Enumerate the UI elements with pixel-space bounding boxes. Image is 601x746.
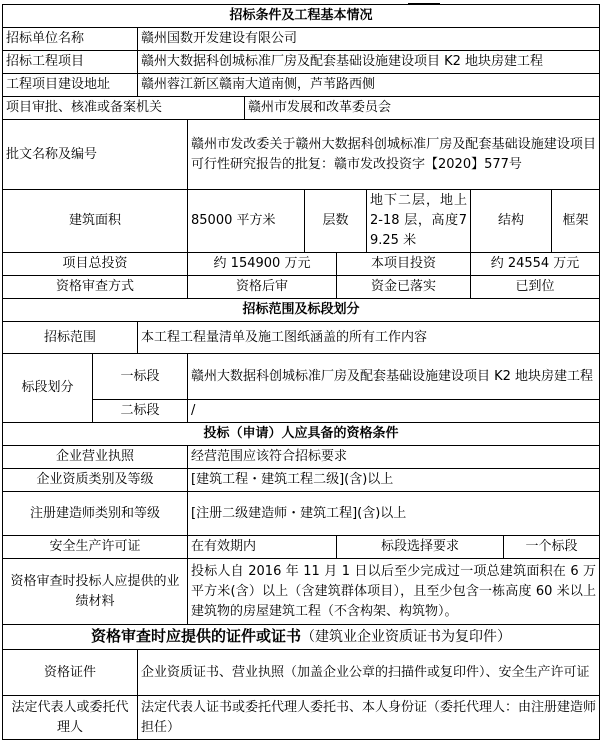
total-investment-label: 项目总投资 (3, 253, 188, 276)
safety-permit-value: 在有效期内 (188, 536, 337, 559)
cert-note: （建筑业企业资质证书为复印件） (301, 629, 512, 645)
total-investment-value: 约 154900 万元 (188, 253, 337, 276)
approval-org-value: 赣州市发展和改革委员会 (245, 97, 600, 120)
builder-value: [注册二级建造师・建筑工程](含)以上 (188, 492, 600, 536)
lot1-label: 一标段 (93, 354, 188, 400)
lot2-label: 二标段 (93, 400, 188, 423)
approval-doc-value: 赣州市发改委关于赣州大数据科创城标准厂房及配套基础设施建设项目可行性研究报告的批复：赣市发改投资字【2020】577号 (188, 120, 600, 190)
grade-label: 企业资质类别及等级 (3, 469, 188, 492)
license-label: 企业营业执照 (3, 446, 188, 469)
scope-range-value: 本工程工程量清单及施工图纸涵盖的所有工作内容 (138, 322, 600, 354)
license-value: 经营范围应该符合招标要求 (188, 446, 600, 469)
project-value: 赣州大数据科创城标准厂房及配套基础设施建设项目 K2 地块房建工程 (138, 51, 600, 74)
funds-value: 已到位 (471, 276, 600, 299)
structure-value: 框架 (552, 190, 600, 253)
bid-investment-label: 本项目投资 (337, 253, 471, 276)
lot-division-label: 标段划分 (3, 354, 93, 423)
section-title-certificates (3, 625, 600, 650)
qual-cert-value: 企业资质证书、营业执照（加盖企业公章的扫描件或复印件）、安全生产许可证 (138, 650, 600, 696)
cert-title: 资格审查时应提供的证件或证书 (91, 627, 302, 645)
performance-label: 资格审查时投标人应提供的业绩材料 (3, 559, 188, 625)
unit-label: 招标单位名称 (3, 28, 138, 51)
review-method-label: 资格审查方式 (3, 276, 188, 299)
performance-value: 投标人自 2016 年 11 月 1 日以后至少完成过一项总建筑面积在 6 万平方米(含）以上（含建筑群体项目），且至少包含一栋高度 60 米以上建筑物的房屋建筑工程（不含构架、构筑物）。 (188, 559, 600, 625)
lot-requirement-value: 一个标段 (504, 536, 600, 559)
unit-value: 赣州国数开发建设有限公司 (138, 28, 600, 51)
lot2-value: / (188, 400, 600, 423)
section-title-qualification: 投标（申请）人应具备的资格条件 (3, 423, 600, 446)
approval-doc-label: 批文名称及编号 (3, 120, 188, 190)
legal-rep-value: 法定代表人证书或委托代理人委托书、本人身份证（委托代理人：由注册建造师担任） (138, 696, 600, 740)
qual-cert-label: 资格证件 (3, 650, 138, 696)
section-title-basic: 招标条件及工程基本情况 (3, 5, 600, 28)
floors-label: 层数 (305, 190, 367, 253)
address-label: 工程项目建设地址 (3, 74, 138, 97)
area-label: 建筑面积 (3, 190, 188, 253)
review-method-value: 资格后审 (188, 276, 337, 299)
bid-investment-value: 约 24554 万元 (471, 253, 600, 276)
grade-value: [建筑工程・建筑工程二级](含)以上 (188, 469, 600, 492)
funds-label: 资金已落实 (337, 276, 471, 299)
area-value: 85000 平方米 (188, 190, 305, 253)
lot-requirement-label: 标段选择要求 (337, 536, 504, 559)
bidding-info-table (2, 4, 600, 740)
structure-label: 结构 (471, 190, 552, 253)
legal-rep-label: 法定代表人或委托代理人 (3, 696, 138, 740)
builder-label: 注册建造师类别和等级 (3, 492, 188, 536)
scope-range-label: 招标范围 (3, 322, 138, 354)
approval-org-label: 项目审批、核准或备案机关 (3, 97, 245, 120)
address-value: 赣州蓉江新区赣南大道南侧，芦苇路西侧 (138, 74, 600, 97)
floors-value: 地下二层，地上2-18 层，高度79.25 米 (367, 190, 471, 253)
lot1-value: 赣州大数据科创城标准厂房及配套基础设施建设项目 K2 地块房建工程 (188, 354, 600, 400)
safety-permit-label: 安全生产许可证 (3, 536, 188, 559)
project-label: 招标工程项目 (3, 51, 138, 74)
section-title-scope: 招标范围及标段划分 (3, 299, 600, 322)
